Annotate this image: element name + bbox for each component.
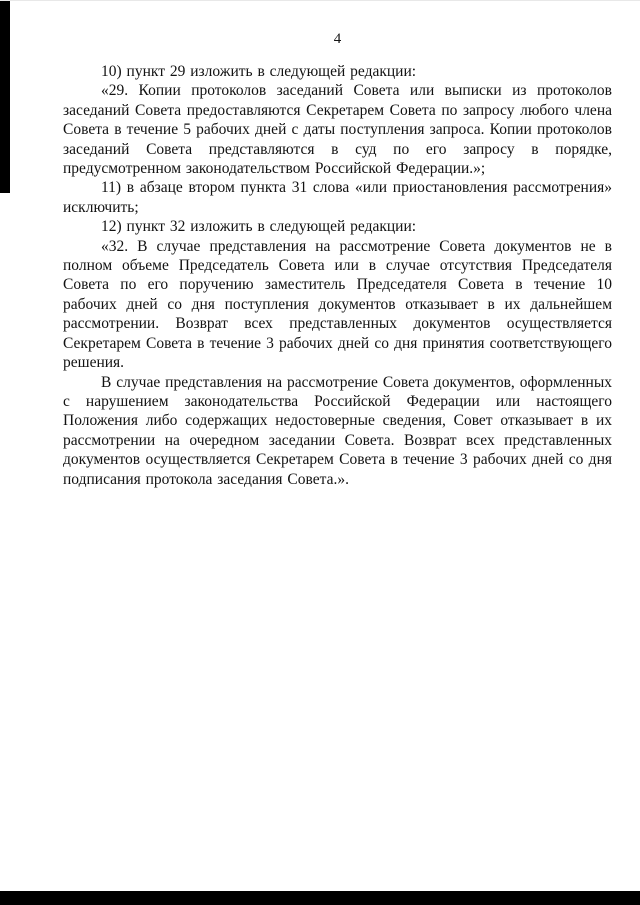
page-number: 4 <box>333 31 342 47</box>
scan-artifact-bottom-edge <box>0 891 640 905</box>
paragraph-clause-29: «29. Копии протоколов заседаний Совета или выписки из протоколов заседаний Совета предоставляются Секретарем Совета по запросу любого члена Совета в течение 5 рабочих дней с даты поступления запроса. Копии протоколов заседаний Совета представляются в суд по его запросу в порядке, предусмотренном законодательством Российской Федерации.»; <box>63 82 612 178</box>
paragraph-item-12: 12) пункт 32 изложить в следующей редакции: <box>101 218 417 236</box>
scan-artifact-left-edge <box>0 1 10 193</box>
paragraph-clause-32: «32. В случае представления на рассмотрение Совета документов не в полном объеме Председатель Совета или в случае отсутствия Председателя Совета по его поручению заместитель Председателя Совета в течение 10 рабочих дней со дня поступления документов отказывает в их дальнейшем рассмотрении. Возврат всех представленных документов осуществляется Секретарем Совета в течение 3 рабочих дней со дня принятия соответствующего решения. <box>63 237 612 372</box>
paragraph-item-11: 11) в абзаце втором пункта 31 слова «или приостановления рассмотрения» исключить; <box>63 179 612 216</box>
document-body <box>63 62 612 489</box>
paragraph-clause-32-continued: В случае представления на рассмотрение Совета документов, оформленных с нарушением законодательства Российской Федерации или настоящего Положения либо содержащих недостоверные сведения, Совет отказывает в их рассмотрении на очередном заседании Совета. Возврат всех представленных документов осуществляется Секретарем Совета в течение 3 рабочих дней со дня подписания протокола заседания Совета.». <box>63 373 612 488</box>
paragraph-item-10: 10) пункт 29 изложить в следующей редакции: <box>101 63 417 80</box>
